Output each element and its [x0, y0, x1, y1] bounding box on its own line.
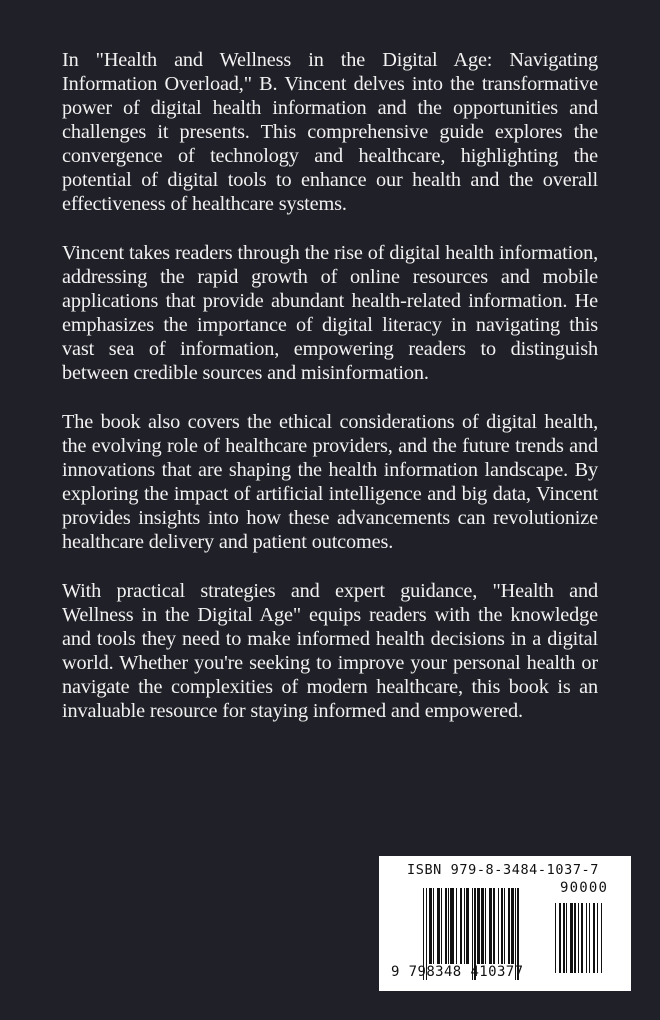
isbn-barcode-box [379, 856, 631, 991]
price-addon-bars [555, 903, 615, 973]
blurb-paragraph-2: Vincent takes readers through the rise of digital health information, addressing the rapid growth of online resources and mobile applications that provide abundant health-related information. He emphasizes the importance of digital literacy in navigating this vast sea of information, empowering readers to distinguish between credible sources and misinformation. [62, 242, 598, 384]
blurb-paragraph-3: The book also covers the ethical considerations of digital health, the evolving role of healthcare providers, and the future trends and innovations that are shaping the health information landscape. By exploring the impact of artificial intelligence and big data, Vincent provides insights into how these advancements can revolutionize healthcare delivery and patient outcomes. [62, 411, 598, 553]
blurb-paragraph-1: In "Health and Wellness in the Digital Age: Navigating Information Overload," B. Vincent delves into the transformative power of digital health information and the opportunities and challenges it presents. This comprehensive guide explores the convergence of technology and healthcare, highlighting the potential of digital tools to enhance our health and the overall effectiveness of healthcare systems. [62, 49, 598, 215]
isbn-label: ISBN 979-8-3484-1037-7 [407, 862, 600, 878]
blurb-paragraph-4: With practical strategies and expert guidance, "Health and Wellness in the Digital Age" equips readers with the knowledge and tools they need to make informed health decisions in a digital world. Whether you're seeking to improve your personal health or navigate the complexities of modern healthcare, this book is an invaluable resource for staying informed and empowered. [62, 580, 598, 722]
ean-digits: 9 798348 410377 [391, 964, 524, 980]
price-code: 90000 [560, 880, 609, 896]
back-cover-blurb [62, 48, 598, 748]
